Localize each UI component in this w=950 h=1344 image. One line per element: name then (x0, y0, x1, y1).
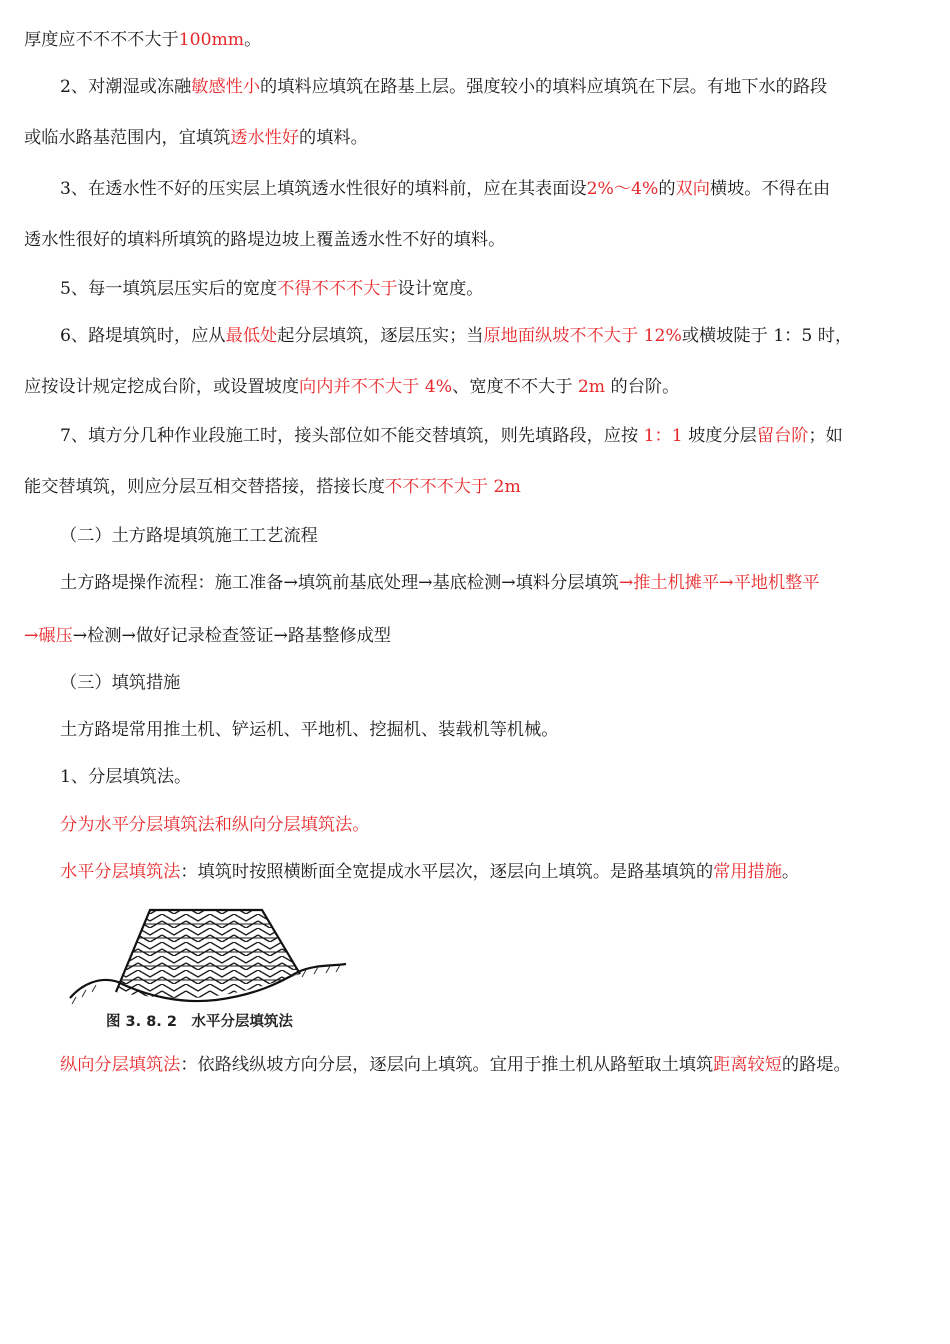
figure-caption: 图 3. 8. 2 水平分层填筑法 (106, 1014, 293, 1030)
highlight-text: 敏感性小 (191, 77, 261, 97)
body-text: 或横坡陡于 1：5 时， (681, 326, 853, 346)
body-text: ；如 (808, 426, 843, 446)
highlight-text: 2m (577, 377, 606, 397)
body-text: 。 (244, 30, 262, 50)
body-text: 、宽度不不大于 (452, 377, 578, 397)
highlight-text: 水平分层填筑法 (60, 862, 181, 882)
highlight-text: 100mm (178, 30, 245, 50)
body-text: 应按设计规定挖成台阶，或设置坡度 (24, 377, 300, 397)
body-text: 2、对潮湿或冻融 (60, 77, 192, 97)
highlight-text: 不不不不大于 2m (384, 477, 521, 497)
highlight-text: 分为水平分层填筑法和纵向分层填筑法。 (60, 815, 370, 835)
text-line (60, 813, 940, 837)
body-text: 厚度应不不不不大于 (24, 30, 179, 50)
highlight-text: 最低处 (225, 326, 278, 346)
body-text: 能交替填筑，则应分层互相交替搭接，搭接长度 (24, 477, 385, 497)
text-line (60, 765, 940, 789)
highlight-text: 透水性好 (230, 128, 300, 148)
text-line (60, 860, 940, 884)
text-line (24, 126, 936, 150)
text-line (60, 524, 940, 548)
text-line (24, 228, 936, 252)
body-text: 5、每一填筑层压实后的宽度 (60, 279, 278, 299)
body-text: 。 (781, 862, 800, 882)
text-line (24, 475, 936, 499)
body-text: 或临水路基范围内，宜填筑 (24, 128, 231, 148)
body-text: 起分层填筑，逐层压实；当 (277, 326, 484, 346)
text-line (60, 718, 940, 742)
text-line (60, 671, 940, 695)
text-line (60, 571, 940, 595)
body-text: （二）土方路堤填筑施工工艺流程 (60, 526, 318, 546)
text-line (60, 324, 940, 348)
body-text: 设计宽度。 (397, 279, 484, 299)
highlight-text: 双向 (675, 179, 710, 199)
body-text: （三）填筑措施 (60, 673, 181, 693)
text-line (60, 177, 940, 201)
body-text: 的填料。 (299, 128, 368, 148)
highlight-text: 2%～4% (586, 179, 659, 199)
body-text: 3、在透水性不好的压实层上填筑透水性很好的填料前，应在其表面设 (60, 179, 587, 199)
text-line (24, 28, 936, 52)
body-text: 土方路堤操作流程：施工准备→填筑前基底处理→基底检测→填料分层填筑 (60, 573, 619, 593)
highlight-text: 距离较短 (713, 1055, 782, 1075)
highlight-text: 纵向分层填筑法 (60, 1055, 181, 1075)
text-line (60, 75, 940, 99)
text-line (60, 424, 940, 448)
highlight-text: 留台阶 (756, 426, 809, 446)
highlight-text: 原地面纵坡不不大于 12% (483, 326, 682, 346)
body-text: ：填筑时按照横断面全宽提成水平层次，逐层向上填筑。是路基填筑的 (180, 862, 714, 882)
embankment-body (106, 910, 306, 998)
body-text: 1、分层填筑法。 (60, 767, 192, 787)
text-line (60, 277, 940, 301)
body-text: 横坡。不得在由 (709, 179, 831, 199)
text-line (60, 1053, 940, 1077)
text-line (24, 375, 936, 399)
highlight-text: →碾压 (24, 626, 73, 646)
highlight-text: →推土机摊平→平地机整平 (618, 573, 820, 593)
body-text: 的 (658, 179, 676, 199)
body-text: →检测→做好记录检查签证→路基整修成型 (72, 626, 391, 646)
body-text: 的台阶。 (605, 377, 680, 397)
text-line (24, 624, 936, 648)
body-text: 透水性很好的填料所填筑的路堤边坡上覆盖透水性不好的填料。 (24, 230, 506, 250)
body-text: 6、路堤填筑时，应从 (60, 326, 226, 346)
body-text: 的路堤。 (781, 1055, 851, 1075)
body-text: 7、填方分几种作业段施工时，接头部位如不能交替填筑，则先填路段，应按 (60, 426, 644, 446)
body-text: 坡度分层 (682, 426, 757, 446)
highlight-text: 1：1 (643, 426, 683, 446)
highlight-text: 向内并不不大于 4% (299, 377, 453, 397)
body-text: 土方路堤常用推土机、铲运机、平地机、挖掘机、装载机等机械。 (60, 720, 559, 740)
body-text: ：依路线纵坡方向分层，逐层向上填筑。宜用于推土机从路堑取土填筑 (180, 1055, 714, 1075)
highlight-text: 不得不不不大于 (277, 279, 398, 299)
body-text: 的填料应填筑在路基上层。强度较小的填料应填筑在下层。有地下水的路段 (260, 77, 828, 97)
highlight-text: 常用措施 (713, 862, 782, 882)
